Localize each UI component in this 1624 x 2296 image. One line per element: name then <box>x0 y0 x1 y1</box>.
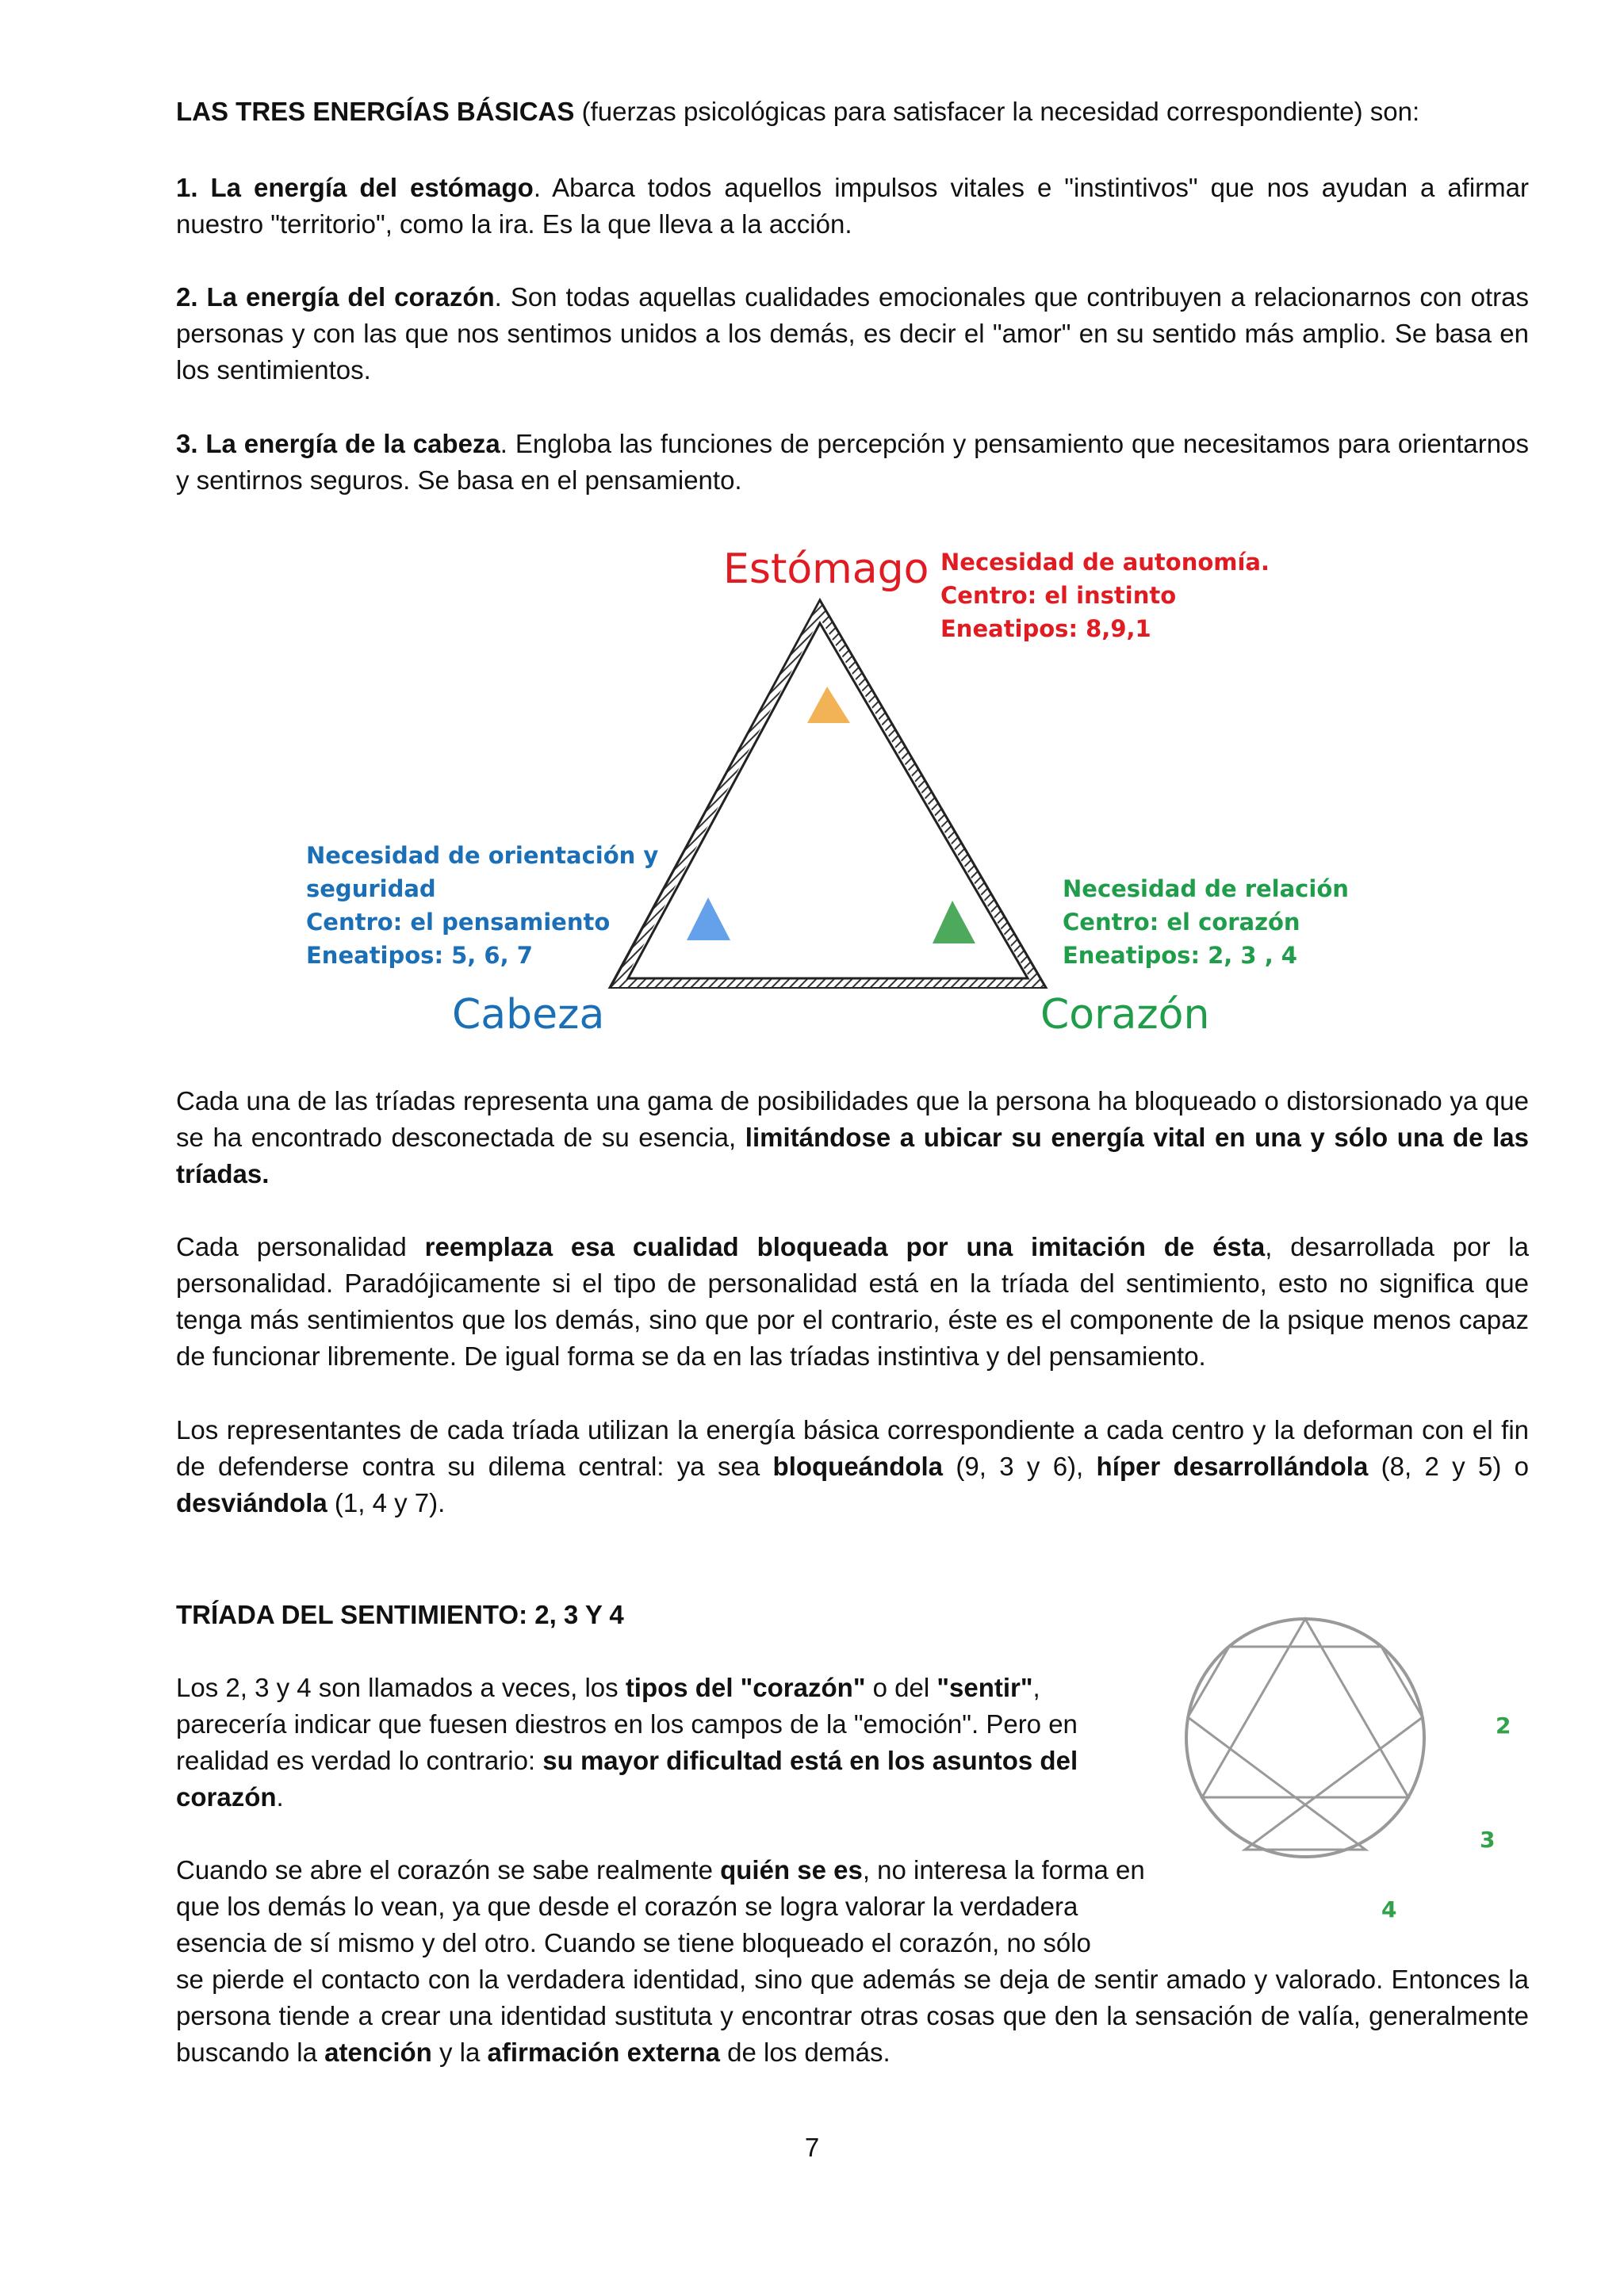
corazon-info: Necesidad de relación Centro: el corazón Eneatipos: 2, 3 , 4 <box>1063 875 1349 969</box>
intro-text: (fuerzas psicológicas para satisfacer la necesidad correspondiente) son: <box>574 97 1420 126</box>
intro-heading: LAS TRES ENERGÍAS BÁSICAS <box>176 97 575 126</box>
paragraph-representatives: Los representantes de cada tríada utilizan la energía básica correspondiente a cada centro y la deforman con el fin de defenderse contra su dilema central: ya sea bloqueándola (9, 3 y 6), híper desarrollándola (8, 2 y 5) o desviándola (1, 4 y 7). <box>176 1415 1530 1517</box>
section-title: TRÍADA DEL SENTIMIENTO: 2, 3 Y 4 <box>176 1600 624 1629</box>
page-number: 7 <box>804 2133 820 2162</box>
energy-stomach-text: . Abarca todos aquellos impulsos vitales e "instintivos" que nos ayudan a afirmar nuestro "territorio", como la ira. Es la que lleva a la acción. <box>176 173 1530 239</box>
enneagram-label-3: 3 <box>1480 1827 1496 1853</box>
energy-heart-title: 2. La energía del corazón <box>176 282 495 312</box>
label-cabeza: Cabeza <box>452 991 605 1039</box>
estomago-info: Necesidad de autonomía. Centro: el instinto Eneatipos: 8,9,1 <box>940 549 1270 642</box>
paragraph-triads: Cada una de las tríadas representa una gama de posibilidades que la persona ha bloqueado o distorsionado ya que se ha encontrado desconectada de su esencia, limitándose a ubicar su energía vital en una y sólo una de las tríadas. <box>176 1086 1529 1188</box>
enneagram-label-4: 4 <box>1381 1896 1397 1923</box>
label-estomago: Estómago <box>723 545 929 593</box>
enneagram-hexad <box>1188 1647 1423 1850</box>
section-paragraph-1: Los 2, 3 y 4 son llamados a veces, los tipos del "corazón" o del "sentir", parecería indicar que fuesen diestros en los campos de la "emoción". Pero en realidad es verdad lo contrario: su mayor dificultad está en los asuntos del corazón. <box>176 1673 1078 1812</box>
paragraph-personality: Cada personalidad reemplaza esa cualidad bloqueada por una imitación de ésta, desarrollada por la personalidad. Paradójicamente si el tipo de personalidad está en la tríada del sentimiento, esto no significa que tenga más sentimientos que los demás, sino que por el contrario, éste es el componente de la psique menos capaz de funcionar libremente. De igual forma se da en las tríadas instintiva y del pensamiento. <box>176 1232 1529 1371</box>
section-paragraph-2: Cuando se abre el corazón se sabe realmente quién se es, no interesa la forma en que los demás lo vean, ya que desde el corazón se logra valorar la verdadera esencia de sí mismo y del otro. Cuando se tiene bloqueado el corazón, no sólo <box>176 1855 1145 1957</box>
section-paragraph-3: se pierde el contacto con la verdadera identidad, sino que además se deja de sentir amado y valorado. Entonces la persona tiende a crear una identidad sustituta y encontrar otras cosas que den la sensación de valía, generalmente buscando la atención y la afirmación externa de los demás. <box>176 1965 1529 2067</box>
label-corazon: Corazón <box>1040 991 1210 1039</box>
enneagram-circle <box>1186 1619 1424 1857</box>
energy-head-text: . Engloba las funciones de percepción y pensamiento que necesitamos para orientarnos y sentirnos seguros. Se basa en el pensamiento. <box>176 429 1529 495</box>
energy-head-title: 3. La energía de la cabeza <box>176 429 500 458</box>
enneagram-label-2: 2 <box>1496 1712 1511 1739</box>
energy-heart-text: . Son todas aquellas cualidades emocionales que contribuyen a relacionarnos con otras personas y con las que nos sentimos unidos a los demás, es decir el "amor" en su sentido más amplio. Se basa en los sentimientos. <box>176 282 1529 385</box>
energy-stomach-title: 1. La energía del estómago <box>176 173 534 202</box>
cabeza-info: Necesidad de orientación y seguridad Centro: el pensamiento Eneatipos: 5, 6, 7 <box>306 842 659 969</box>
